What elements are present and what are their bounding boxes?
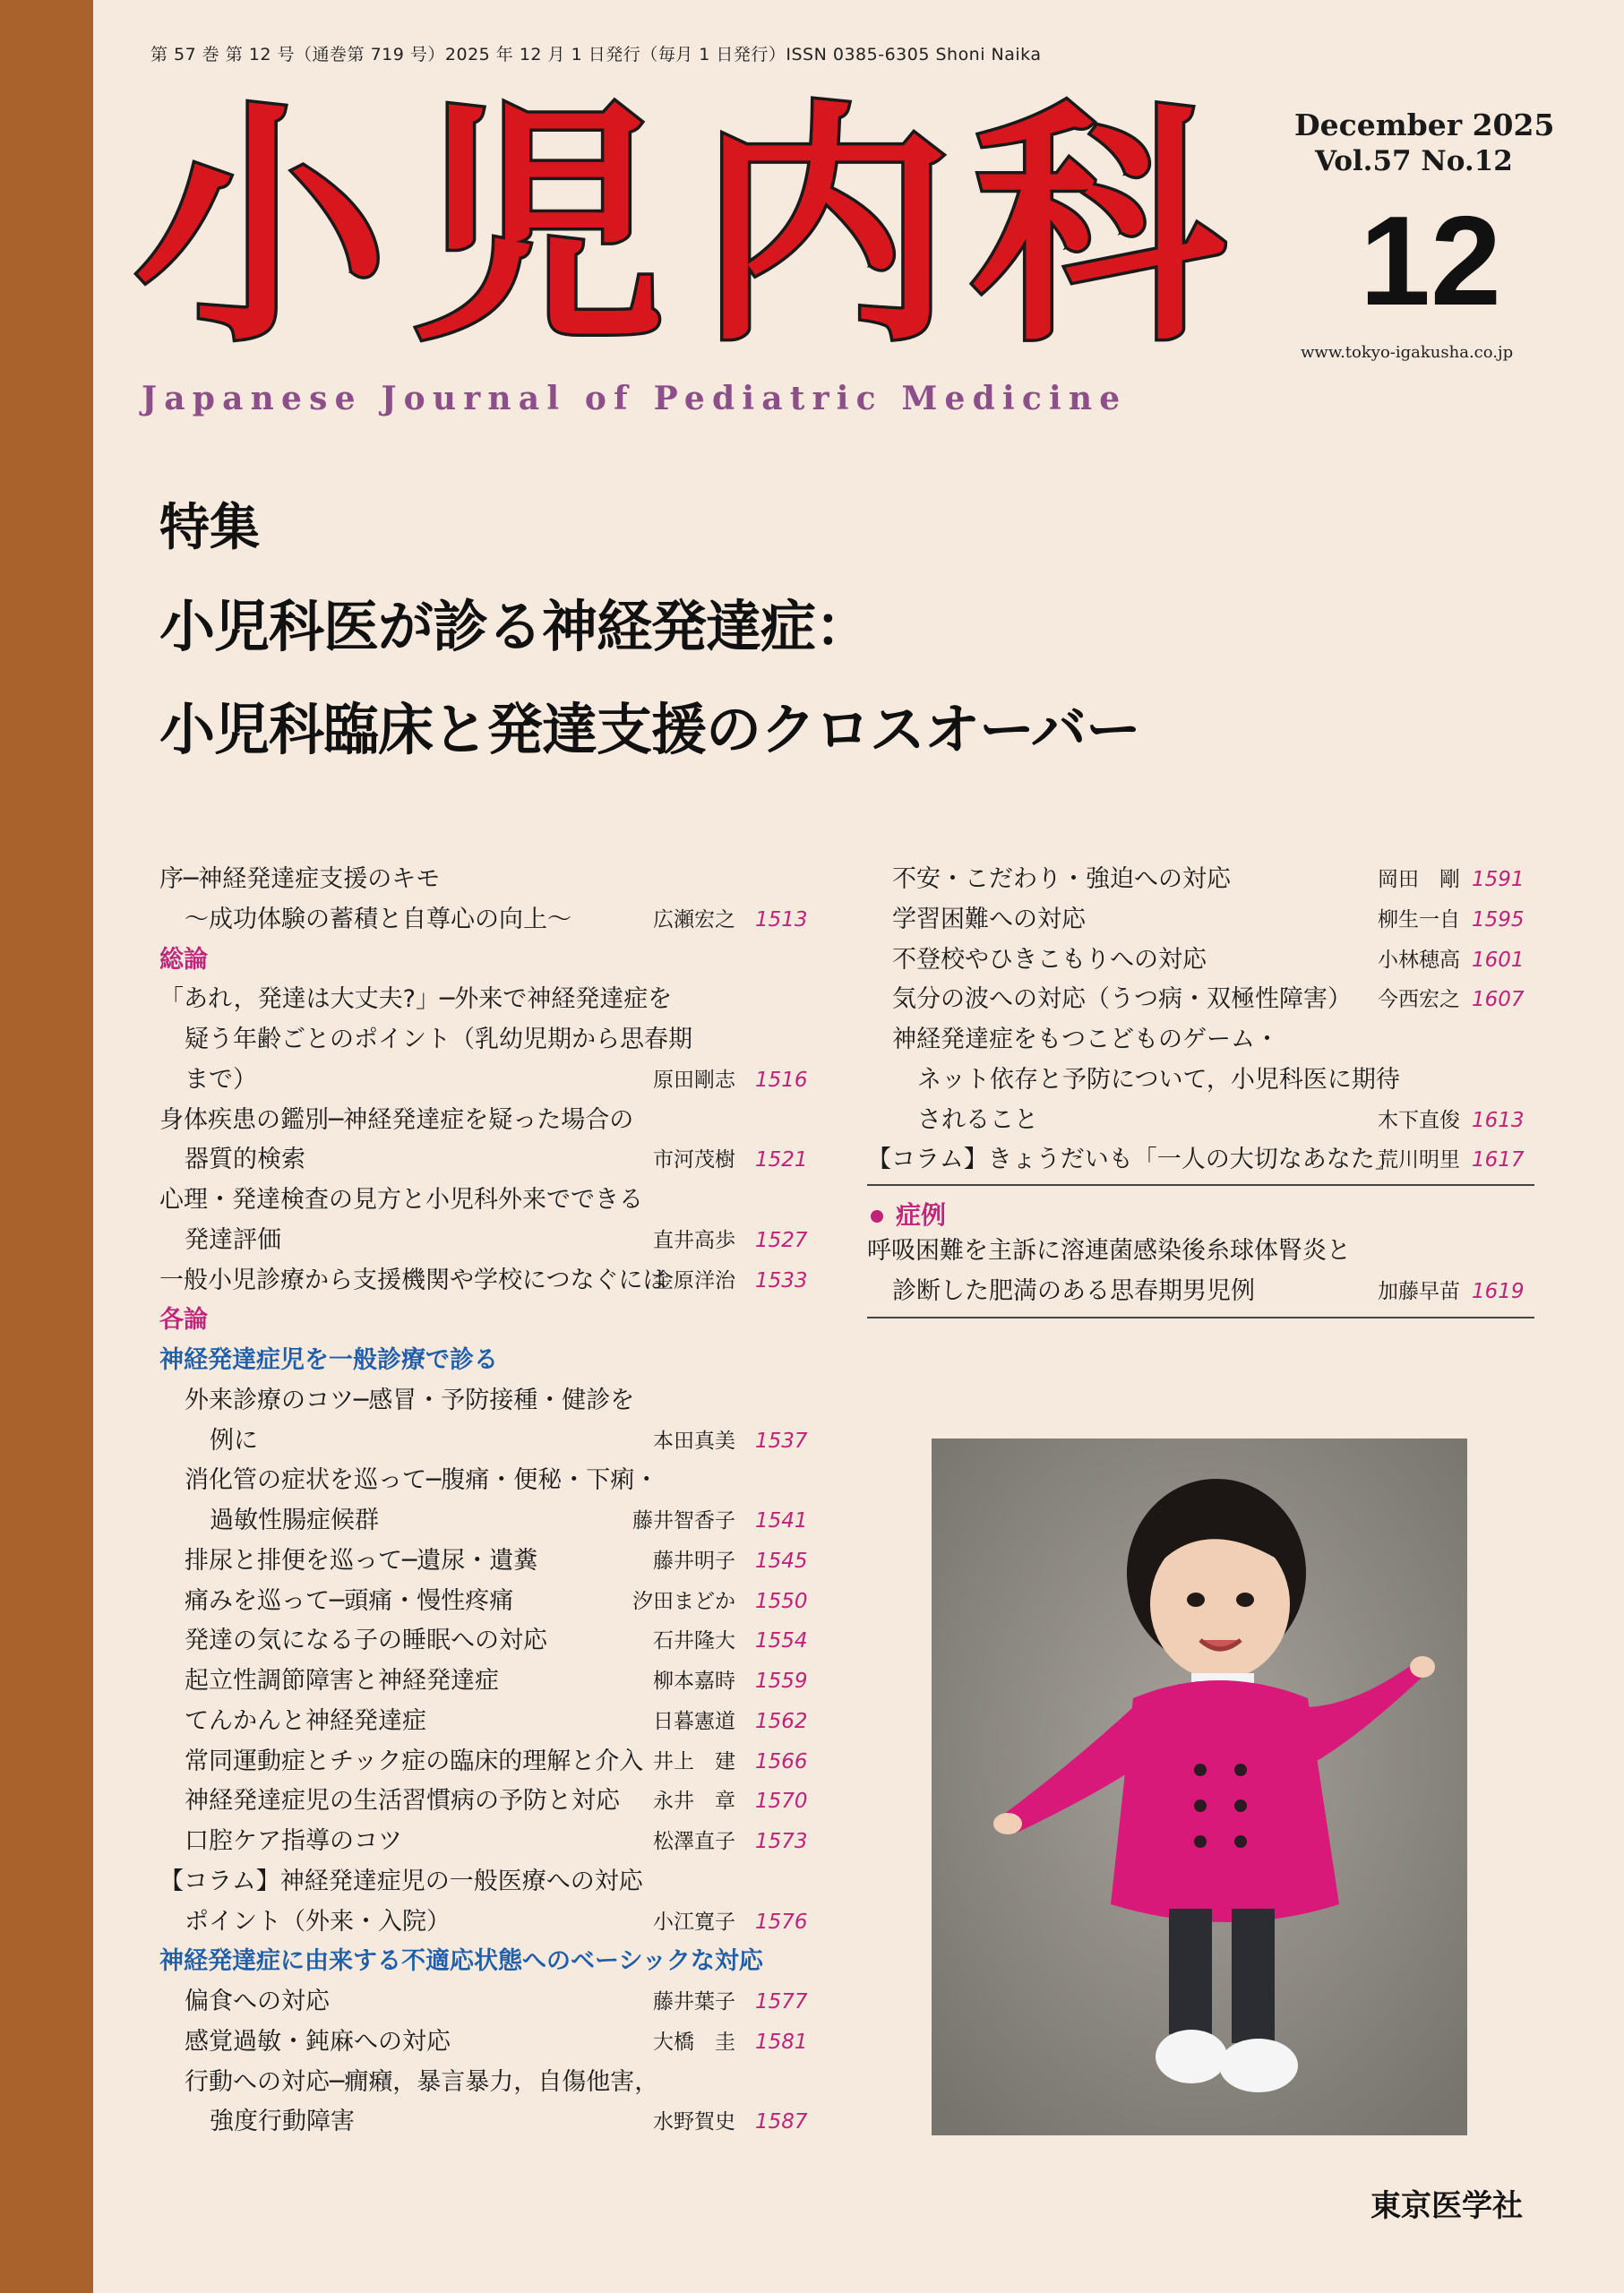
feature-title-line2: 小児科臨床と発達支援のクロスオーバー — [159, 697, 1140, 762]
toc-entry-page: 1566 — [755, 1749, 808, 1773]
toc-entry[interactable] — [159, 900, 836, 940]
toc-entry[interactable] — [159, 1301, 836, 1341]
toc-entry-page: 1577 — [755, 1990, 808, 2014]
toc-entry-title: 器質的検索 — [185, 1146, 305, 1174]
toc-entry-title: 疑う年齢ごとのポイント（乳幼児期から思春期 — [185, 1026, 692, 1053]
toc-entry-title: 常同運動症とチック症の臨床的理解と介入 — [185, 1747, 644, 1775]
toc-entry-title: 発達の気になる子の睡眠への対応 — [185, 1627, 547, 1655]
toc-entry-page: 1581 — [755, 2030, 808, 2054]
toc-entry-title: 神経発達症児を一般診療で診る — [159, 1346, 498, 1374]
bullet-icon — [871, 1210, 883, 1223]
toc-entry-author: 松澤直子 — [653, 1830, 735, 1853]
toc-entry[interactable] — [867, 1020, 1534, 1061]
toc-entry-title: 過敏性腸症候群 — [210, 1507, 379, 1534]
toc-entry[interactable] — [867, 1272, 1534, 1312]
toc-entry[interactable] — [867, 860, 1534, 900]
toc-entry-author: 原田剛志 — [653, 1068, 735, 1092]
toc-entry-title: 「あれ，発達は大丈夫?」─外来で神経発達症を — [159, 985, 673, 1014]
toc-entry-title: 診断した肥満のある思春期男児例 — [892, 1276, 1255, 1305]
toc-entry-title: 気分の波への対応（うつ病・双極性障害） — [892, 985, 1352, 1014]
case-list — [867, 1232, 1534, 1312]
toc-entry-author: 日暮憲道 — [653, 1709, 735, 1733]
child-photo-illustration — [932, 1438, 1467, 2135]
toc-entry-title: 神経発達症児の生活習慣病の予防と対応 — [185, 1787, 620, 1816]
toc-entry-page: 1617 — [1472, 1148, 1525, 1172]
toc-entry-title: 不登校やひきこもりへの対応 — [892, 945, 1207, 974]
toc-entry-page: 1607 — [1472, 988, 1525, 1012]
toc-entry-title: 神経発達症をもつこどものゲーム・ — [892, 1026, 1279, 1053]
toc-entry-title: 一般小児診療から支援機関や学校につなぐには — [159, 1266, 667, 1294]
toc-entry-author: 水野賀史 — [653, 2110, 735, 2134]
masthead-char: 科 — [972, 81, 1224, 375]
toc-entry-page: 1619 — [1472, 1279, 1525, 1303]
toc-entry[interactable] — [159, 1341, 836, 1381]
cover-photo — [932, 1438, 1467, 2135]
toc-entry-title: ネット依存と予防について，小児科医に期待 — [917, 1065, 1400, 1094]
issue-info: 第 57 巻 第 12 号（通巻第 719 号）2025 年 12 月 1 日発行（毎月 1 日発行）ISSN 0385-6305 Shoni Naika — [150, 45, 1042, 64]
toc-entry-page: 1521 — [755, 1148, 808, 1172]
toc-entry[interactable] — [159, 2022, 836, 2063]
masthead-char: 児 — [412, 81, 665, 375]
toc-entry-page: 1587 — [755, 2110, 808, 2134]
toc-entry-title: 呼吸困難を主訴に溶連菌感染後糸球体腎炎と — [867, 1237, 1351, 1265]
toc-entry-author: 藤井葉子 — [653, 1990, 735, 2014]
toc-entry-author: 永井 章 — [653, 1790, 735, 1814]
toc-entry[interactable] — [159, 2063, 836, 2103]
toc-entry[interactable] — [159, 1582, 836, 1622]
toc-entry-page: 1570 — [755, 1790, 808, 1814]
toc-entry[interactable] — [159, 1621, 836, 1662]
toc-entry-page: 1562 — [755, 1709, 808, 1733]
toc-entry-title: 起立性調節障害と神経発達症 — [185, 1667, 499, 1695]
toc-entry-page: 1554 — [755, 1629, 808, 1653]
toc-entry[interactable] — [867, 1140, 1534, 1181]
toc-entry-page: 1513 — [755, 907, 808, 932]
toc-entry-author: 小林穂高 — [1378, 948, 1460, 972]
toc-entry-author: 柳生一自 — [1378, 907, 1460, 932]
toc-entry-author: 木下直俊 — [1378, 1108, 1460, 1132]
toc-entry-page: 1576 — [755, 1910, 808, 1934]
toc-entry[interactable] — [159, 1501, 836, 1542]
toc-entry-title: 口腔ケア指導のコツ — [185, 1827, 402, 1855]
toc-entry-title: ポイント（外来・入院） — [185, 1907, 451, 1936]
toc-entry-page: 1573 — [755, 1830, 808, 1853]
toc-entry-title: されること — [917, 1105, 1038, 1134]
issue-date: December 2025 — [1294, 107, 1555, 142]
toc-entry-title: 例に — [210, 1426, 258, 1455]
masthead-char: 小 — [134, 81, 387, 375]
toc-entry-page: 1550 — [755, 1589, 808, 1613]
toc-entry-title: 身体疾患の鑑別─神経発達症を疑った場合の — [159, 1105, 634, 1134]
toc-entry-page: 1559 — [755, 1670, 808, 1693]
toc-entry-author: 藤井智香子 — [632, 1509, 735, 1533]
toc-entry[interactable] — [159, 1982, 836, 2022]
masthead-title — [134, 81, 1227, 399]
toc-entry-author: 大橋 圭 — [653, 2030, 735, 2054]
toc-entry[interactable] — [159, 1020, 836, 1061]
toc-entry-title: てんかんと神経発達症 — [185, 1706, 426, 1735]
toc-entry-page: 1541 — [755, 1509, 808, 1533]
toc-entry-author: 市河茂樹 — [653, 1148, 735, 1172]
toc-entry-author: 汐田まどか — [632, 1589, 735, 1613]
toc-entry-page: 1533 — [755, 1268, 808, 1292]
toc-entry-author: 本田真美 — [653, 1429, 735, 1453]
toc-entry-author: 岡田 剛 — [1378, 868, 1460, 891]
toc-entry[interactable] — [159, 860, 836, 900]
toc-entry-author: 金原洋治 — [653, 1268, 735, 1292]
toc-entry-author: 石井隆大 — [653, 1629, 735, 1653]
toc-entry-title: 不安・こだわり・強迫への対応 — [892, 865, 1231, 893]
toc-entry-page: 1595 — [1472, 907, 1525, 932]
volume-number: Vol.57 No.12 — [1315, 145, 1513, 177]
toc-entry[interactable] — [867, 980, 1534, 1020]
toc-entry[interactable] — [159, 1942, 836, 1982]
toc-entry[interactable] — [159, 1140, 836, 1181]
toc-entry-title: 排尿と排便を巡って─遺尿・遺糞 — [185, 1546, 538, 1575]
toc-entry[interactable] — [159, 1742, 836, 1782]
toc-entry[interactable] — [159, 1542, 836, 1582]
publisher-url[interactable]: www.tokyo-igakusha.co.jp — [1301, 343, 1514, 362]
toc-entry-title: 行動への対応─癇癪，暴言暴力，自傷他害， — [185, 2067, 659, 2096]
toc-entry-title: 総論 — [159, 945, 208, 974]
toc-entry-title: 偏食への対応 — [185, 1988, 330, 2015]
toc-entry-title: 神経発達症に由来する不適応状態へのベーシックな対応 — [159, 1947, 763, 1976]
toc-entry-author: 小江寛子 — [653, 1910, 735, 1934]
toc-left-column — [159, 860, 836, 2143]
issue-number: 12 — [1360, 190, 1501, 332]
toc-entry[interactable] — [159, 940, 836, 981]
toc-entry-title: 学習困難への対応 — [892, 905, 1086, 933]
toc-entry-title: 痛みを巡って─頭痛・慢性疼痛 — [185, 1586, 514, 1615]
toc-entry[interactable] — [159, 1261, 836, 1301]
toc-entry-title: 発達評価 — [185, 1225, 281, 1254]
toc-entry-title: 心理・発達検査の見方と小児科外来でできる — [159, 1186, 643, 1214]
toc-entry-author: 井上 建 — [653, 1749, 735, 1773]
toc-entry-title: ～成功体験の蓄積と自尊心の向上～ — [185, 905, 571, 933]
toc-entry[interactable] — [159, 1421, 836, 1462]
toc-entry[interactable] — [867, 1101, 1534, 1141]
toc-entry[interactable] — [159, 1061, 836, 1101]
toc-entry-page: 1537 — [755, 1429, 808, 1453]
toc-entry-title: まで） — [185, 1065, 257, 1094]
toc-entry[interactable] — [867, 1061, 1534, 1101]
publisher-name: 東京医学社 — [1371, 2188, 1523, 2224]
toc-entry-author: 藤井明子 — [653, 1549, 735, 1573]
toc-entry-title: 序─神経発達症支援のキモ — [159, 865, 441, 893]
toc-right-column — [867, 860, 1534, 1181]
toc-entry[interactable] — [159, 1822, 836, 1862]
toc-entry-author: 荒川明里 — [1378, 1148, 1460, 1172]
toc-entry-page: 1613 — [1472, 1108, 1525, 1132]
toc-entry[interactable] — [159, 1101, 836, 1141]
masthead-char: 内 — [699, 81, 951, 375]
toc-entry-page: 1527 — [755, 1228, 808, 1252]
toc-entry[interactable] — [159, 980, 836, 1020]
toc-entry[interactable] — [159, 1702, 836, 1742]
toc-entry[interactable] — [159, 1782, 836, 1822]
toc-entry[interactable] — [159, 2102, 836, 2143]
toc-entry[interactable] — [159, 1461, 836, 1501]
toc-entry-author: 直井高歩 — [653, 1228, 735, 1252]
toc-entry[interactable] — [159, 1221, 836, 1261]
toc-entry[interactable] — [867, 900, 1534, 940]
feature-label: 特集 — [159, 499, 260, 557]
toc-entry-author: 加藤早苗 — [1378, 1279, 1460, 1303]
toc-entry-page: 1516 — [755, 1068, 808, 1092]
toc-entry-page: 1545 — [755, 1549, 808, 1573]
toc-entry[interactable] — [159, 1902, 836, 1943]
toc-entry-page: 1601 — [1472, 948, 1525, 972]
toc-entry-title: 【コラム】きょうだいも「一人の大切なあなた」 — [867, 1146, 1399, 1174]
case-heading — [871, 1196, 946, 1232]
toc-entry-author: 広瀬宏之 — [653, 907, 735, 932]
toc-entry[interactable] — [159, 1862, 836, 1902]
english-title: Japanese Journal of Pediatric Medicine — [142, 380, 1128, 417]
toc-entry[interactable] — [159, 1662, 836, 1702]
toc-entry-title: 強度行動障害 — [210, 2108, 355, 2136]
toc-entry-page: 1591 — [1472, 868, 1525, 891]
toc-entry-title: 感覚過敏・鈍麻への対応 — [185, 2027, 451, 2056]
section-divider — [867, 1317, 1534, 1318]
toc-entry-author: 柳本嘉時 — [653, 1670, 735, 1693]
toc-entry-title: 消化管の症状を巡って─腹痛・便秘・下痢・ — [185, 1466, 659, 1495]
toc-entry[interactable] — [867, 940, 1534, 981]
toc-entry-author: 今西宏之 — [1378, 988, 1460, 1012]
toc-entry[interactable] — [867, 1232, 1534, 1272]
toc-entry[interactable] — [159, 1181, 836, 1221]
spine-strip — [0, 0, 93, 2293]
section-divider — [867, 1184, 1534, 1186]
toc-entry[interactable] — [159, 1381, 836, 1421]
toc-entry-title: 【コラム】神経発達症児の一般医療への対応 — [159, 1867, 643, 1895]
case-heading-label: 症例 — [896, 1200, 947, 1230]
feature-title-line1: 小児科医が診る神経発達症： — [159, 594, 871, 659]
toc-entry-title: 各論 — [159, 1306, 208, 1335]
toc-entry-title: 外来診療のコツ─感冒・予防接種・健診を — [185, 1386, 635, 1414]
